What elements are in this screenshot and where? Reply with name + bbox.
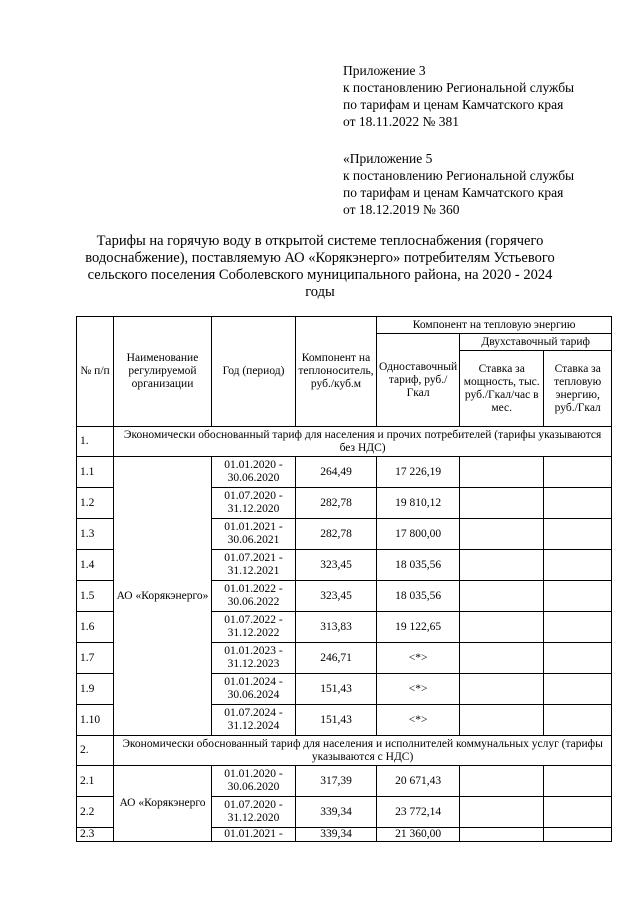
period-cell: 01.01.2022 - 30.06.2022 <box>212 581 296 612</box>
one-rate-cell: 21 360,00 <box>377 828 460 842</box>
row-num: 1.3 <box>77 519 114 550</box>
section-num: 2. <box>77 736 114 766</box>
row-num: 2.3 <box>77 828 114 842</box>
appendix-line: к постановлению Региональной службы <box>343 80 575 95</box>
water-component-cell: 151,43 <box>296 705 377 736</box>
header-heat-component: Компонент на тепловую энергию <box>377 317 612 334</box>
water-component-cell: 317,39 <box>296 766 377 797</box>
water-component-cell: 323,45 <box>296 550 377 581</box>
period-cell: 01.07.2024 - 31.12.2024 <box>212 705 296 736</box>
water-component-cell: 282,78 <box>296 488 377 519</box>
section-row <box>77 736 612 766</box>
period-cell: 01.07.2022 - 31.12.2022 <box>212 612 296 643</box>
row-num: 1.6 <box>77 612 114 643</box>
appendix-line: Приложение 3 <box>343 63 426 78</box>
row-num: 1.2 <box>77 488 114 519</box>
energy-rate-cell <box>544 519 612 550</box>
energy-rate-cell <box>544 612 612 643</box>
tariff-table <box>76 316 612 842</box>
appendix-line: «Приложение 5 <box>343 151 433 166</box>
water-component-cell: 246,71 <box>296 643 377 674</box>
header-one-rate: Одноставочный тариф, руб./Гкал <box>377 334 460 427</box>
section-row <box>77 427 612 457</box>
row-num: 1.9 <box>77 674 114 705</box>
row-num: 1.10 <box>77 705 114 736</box>
period-cell: 01.01.2021 - 30.06.2021 <box>212 519 296 550</box>
header-org: Наименование регулируемой организации <box>114 317 212 427</box>
water-component-cell: 282,78 <box>296 519 377 550</box>
energy-rate-cell <box>544 705 612 736</box>
power-rate-cell <box>460 550 544 581</box>
header-num: № п/п <box>77 317 114 427</box>
one-rate-cell: <*> <box>377 643 460 674</box>
one-rate-cell: <*> <box>377 674 460 705</box>
period-cell: 01.07.2020 - 31.12.2020 <box>212 488 296 519</box>
org-name: АО «Корякэнерго <box>114 766 212 842</box>
period-cell: 01.07.2021 - 31.12.2021 <box>212 550 296 581</box>
power-rate-cell <box>460 643 544 674</box>
appendix-line: от 18.11.2022 № 381 <box>343 114 459 129</box>
header-power-rate: Ставка за мощность, тыс. руб./Гкал/час в мес. <box>460 351 544 427</box>
appendix-line: от 18.12.2019 № 360 <box>343 202 460 217</box>
water-component-cell: 339,34 <box>296 828 377 842</box>
power-rate-cell <box>460 766 544 797</box>
power-rate-cell <box>460 519 544 550</box>
section-num: 1. <box>77 427 114 457</box>
water-component-cell: 323,45 <box>296 581 377 612</box>
water-component-cell: 313,83 <box>296 612 377 643</box>
period-cell: 01.01.2023 - 31.12.2023 <box>212 643 296 674</box>
energy-rate-cell <box>544 550 612 581</box>
energy-rate-cell <box>544 674 612 705</box>
header-energy-rate: Ставка за тепловую энергию, руб./Гкал <box>544 351 612 427</box>
appendix-line: к постановлению Региональной службы <box>343 168 575 183</box>
header-two-rate: Двухставочный тариф <box>460 334 612 351</box>
energy-rate-cell <box>544 797 612 828</box>
table-row <box>77 457 612 488</box>
row-num: 1.5 <box>77 581 114 612</box>
org-name: АО «Корякэнерго» <box>114 457 212 736</box>
table-row <box>77 766 612 797</box>
period-cell: 01.07.2020 - 31.12.2020 <box>212 797 296 828</box>
power-rate-cell <box>460 488 544 519</box>
appendix-line: по тарифам и ценам Камчатского края <box>343 97 564 112</box>
one-rate-cell: 23 772,14 <box>377 797 460 828</box>
row-num: 2.2 <box>77 797 114 828</box>
energy-rate-cell <box>544 828 612 842</box>
period-cell: 01.01.2024 - 30.06.2024 <box>212 674 296 705</box>
energy-rate-cell <box>544 488 612 519</box>
section-title: Экономически обоснованный тариф для населения и исполнителей коммунальных услуг (тарифы указываются с НДС) <box>114 736 612 766</box>
energy-rate-cell <box>544 643 612 674</box>
one-rate-cell: 18 035,56 <box>377 581 460 612</box>
period-cell: 01.01.2020 - 30.06.2020 <box>212 766 296 797</box>
power-rate-cell <box>460 674 544 705</box>
power-rate-cell <box>460 581 544 612</box>
header-period: Год (период) <box>212 317 296 427</box>
header-water-component: Компонент на теплоноситель, руб./куб.м <box>296 317 377 427</box>
section-title: Экономически обоснованный тариф для населения и прочих потребителей (тарифы указываются без НДС) <box>114 427 612 457</box>
water-component-cell: 264,49 <box>296 457 377 488</box>
one-rate-cell: 19 810,12 <box>377 488 460 519</box>
document-title: Тарифы на горячую воду в открытой системе теплоснабжения (горячего водоснабжение), поставляемую АО «Корякэнерго» потребителям Устьевого сельского поселения Соболевского муниципального района, на 2020 - 2024 годы <box>85 233 555 300</box>
period-cell: 01.01.2020 - 30.06.2020 <box>212 457 296 488</box>
one-rate-cell: <*> <box>377 705 460 736</box>
one-rate-cell: 20 671,43 <box>377 766 460 797</box>
power-rate-cell <box>460 612 544 643</box>
water-component-cell: 339,34 <box>296 797 377 828</box>
energy-rate-cell <box>544 457 612 488</box>
appendix-line: по тарифам и ценам Камчатского края <box>343 185 564 200</box>
power-rate-cell <box>460 797 544 828</box>
power-rate-cell <box>460 705 544 736</box>
one-rate-cell: 19 122,65 <box>377 612 460 643</box>
row-num: 1.1 <box>77 457 114 488</box>
energy-rate-cell <box>544 766 612 797</box>
power-rate-cell <box>460 828 544 842</box>
row-num: 2.1 <box>77 766 114 797</box>
water-component-cell: 151,43 <box>296 674 377 705</box>
row-num: 1.4 <box>77 550 114 581</box>
period-cell: 01.01.2021 - <box>212 828 296 842</box>
one-rate-cell: 18 035,56 <box>377 550 460 581</box>
energy-rate-cell <box>544 581 612 612</box>
row-num: 1.7 <box>77 643 114 674</box>
appendix-header-original <box>343 150 574 218</box>
one-rate-cell: 17 800,00 <box>377 519 460 550</box>
power-rate-cell <box>460 457 544 488</box>
appendix-header-current <box>343 62 574 130</box>
one-rate-cell: 17 226,19 <box>377 457 460 488</box>
